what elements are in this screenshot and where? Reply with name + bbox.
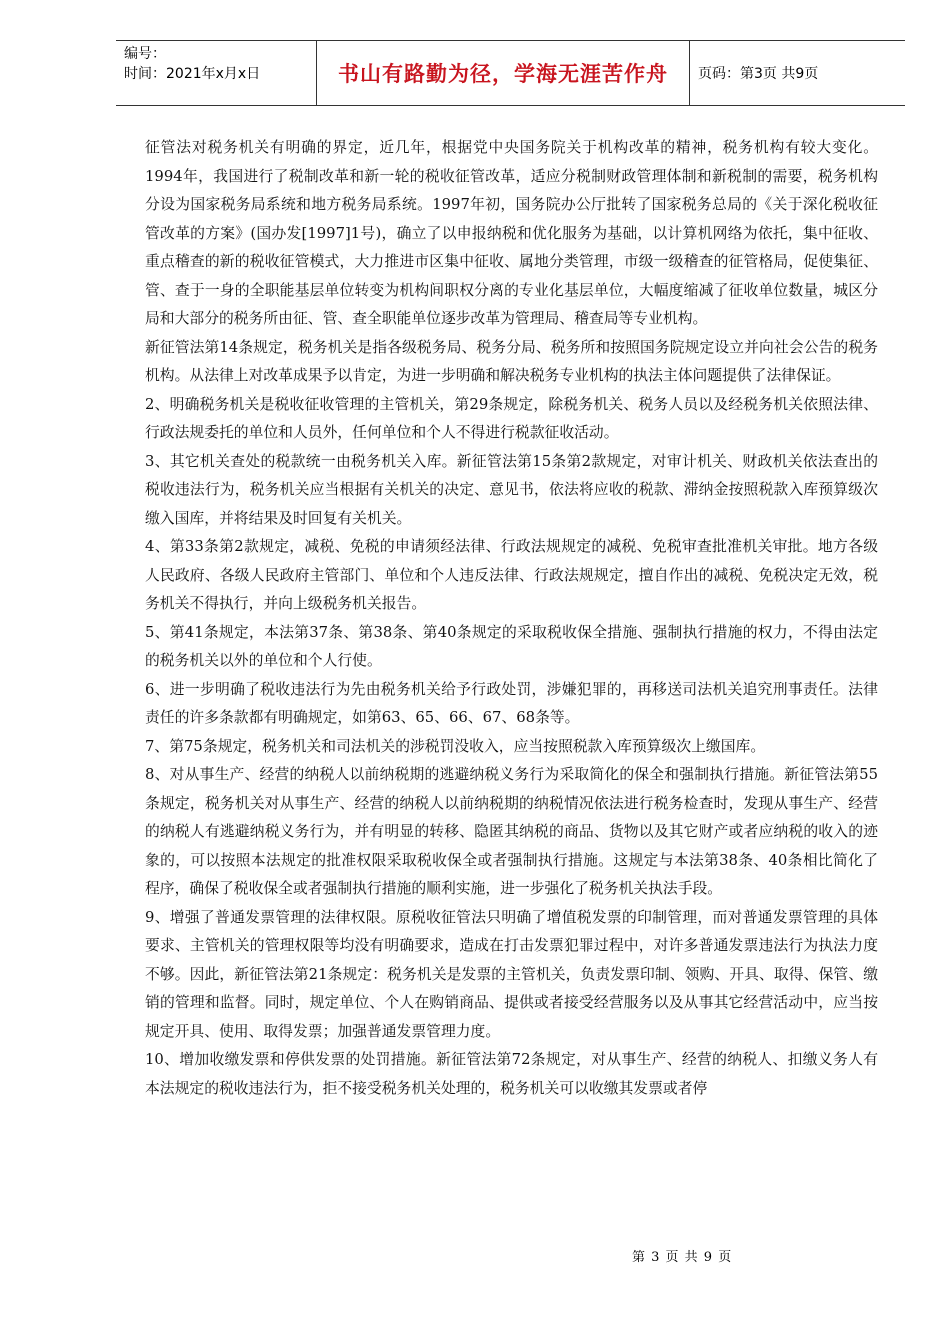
paragraph: 6、进一步明确了税收违法行为先由税务机关给予行政处罚，涉嫌犯罪的，再移送司法机关追究刑事责任。法律责任的许多条款都有明确规定，如第63、65、66、67、68条等。	[145, 680, 878, 726]
paragraph: 7、第75条规定，税务机关和司法机关的涉税罚没收入，应当按照税款入库预算级次上缴国库。	[145, 737, 766, 755]
header-motto: 书山有路勤为径，学海无涯苦作舟	[316, 41, 690, 105]
paragraph: 征管法对税务机关有明确的界定，近几年，根据党中央国务院关于机构改革的精神，税务机构有较大变化。1994年，我国进行了税制改革和新一轮的税收征管改革，适应分税制财政管理体制和新税制的需要，税务机构分设为国家税务局系统和地方税务局系统。1997年初，国务院办公厅批转了国家税务总局的《关于深化税收征管改革的方案》(国办发[1997]1号)，确立了以申报纳税和优化服务为基础，以计算机网络为依托，集中征收、重点稽查的新的税收征管模式，大力推进市区集中征收、属地分类管理，市级一级稽查的征管格局，促使集征、管、查于一身的全职能基层单位转变为机构间职权分离的专业化基层单位，大幅度缩减了征收单位数量，城区分局和大部分的税务所由征、管、查全职能单位逐步改革为管理局、稽查局等专业机构。	[145, 139, 878, 327]
paragraph: 3、其它机关查处的税款统一由税务机关入库。新征管法第15条第2款规定，对审计机关、财政机关依法查出的税收违法行为，税务机关应当根据有关机关的决定、意见书，依法将应收的税款、滞纳金按照税款入库预算级次缴入国库，并将结果及时回复有关机关。	[145, 452, 878, 527]
paragraph: 9、增强了普通发票管理的法律权限。原税收征管法只明确了增值税发票的印制管理，而对普通发票管理的具体要求、主管机关的管理权限等均没有明确要求，造成在打击发票犯罪过程中，对许多普通发票违法行为执法力度不够。因此，新征管法第21条规定：税务机关是发票的主管机关，负责发票印制、领购、开具、取得、保管、缴销的管理和监督。同时，规定单位、个人在购销商品、提供或者接受经营服务以及从事其它经营活动中，应当按规定开具、使用、取得发票；加强普通发票管理力度。	[145, 908, 878, 1040]
document-number-label: 编号：	[124, 46, 166, 62]
paragraph: 新征管法第14条规定，税务机关是指各级税务局、税务分局、税务所和按照国务院规定设立并向社会公告的税务机构。从法律上对改革成果予以肯定，为进一步明确和解决税务专业机构的执法主体问题提供了法律保证。	[145, 338, 878, 384]
document-header	[116, 40, 905, 106]
paragraph: 5、第41条规定，本法第37条、第38条、第40条规定的采取税收保全措施、强制执行措施的权力，不得由法定的税务机关以外的单位和个人行使。	[145, 623, 878, 669]
document-body	[145, 134, 878, 1103]
paragraph: 10、增加收缴发票和停供发票的处罚措施。新征管法第72条规定，对从事生产、经营的纳税人、扣缴义务人有本法规定的税收违法行为，拒不接受税务机关处理的，税务机关可以收缴其发票或者停	[145, 1051, 878, 1097]
page-footer: 第 3 页 共 9 页	[632, 1250, 733, 1265]
paragraph: 2、明确税务机关是税收征收管理的主管机关，第29条规定，除税务机关、税务人员以及经税务机关依照法律、行政法规委托的单位和人员外，任何单位和个人不得进行税款征收活动。	[145, 395, 878, 441]
header-page-number: 页码：第3页 共9页	[698, 66, 819, 82]
header-meta	[116, 41, 316, 105]
paragraph: 8、对从事生产、经营的纳税人以前纳税期的逃避纳税义务行为采取简化的保全和强制执行措施。新征管法第55条规定，税务机关对从事生产、经营的纳税人以前纳税期的纳税情况依法进行税务检查时，发现从事生产、经营的纳税人有逃避纳税义务行为，并有明显的转移、隐匿其纳税的商品、货物以及其它财产或者应纳税的收入的迹象的，可以按照本法规定的批准权限采取税收保全或者强制执行措施。这规定与本法第38条、40条相比简化了程序，确保了税收保全或者强制执行措施的顺利实施，进一步强化了税务机关执法手段。	[145, 766, 878, 897]
paragraph: 4、第33条第2款规定，减税、免税的申请须经法律、行政法规规定的减税、免税审查批准机关审批。地方各级人民政府、各级人民政府主管部门、单位和个人违反法律、行政法规规定，擅自作出的减税、免税决定无效，税务机关不得执行，并向上级税务机关报告。	[145, 538, 878, 612]
document-time-label: 时间：2021年x月x日	[124, 66, 261, 82]
